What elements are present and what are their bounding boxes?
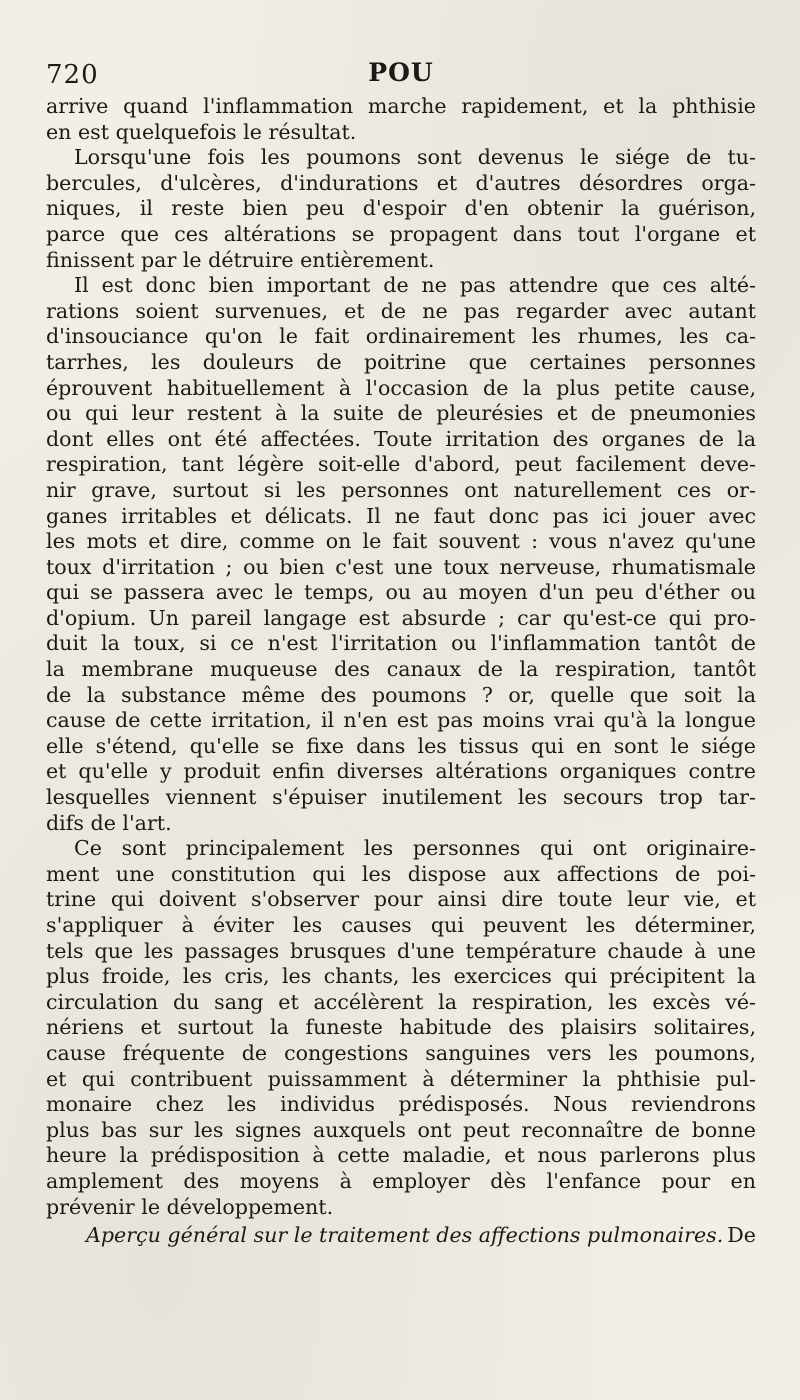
text-line: les mots et dire, comme on le fait souvent : vous n'avez qu'une bbox=[46, 529, 756, 554]
text-line: s'appliquer à éviter les causes qui peuvent les déterminer, bbox=[46, 913, 756, 937]
text-line: en est quelquefois le résultat. bbox=[46, 119, 357, 144]
text-line: lesquelles viennent s'épuiser inutilement les secours trop tar- bbox=[46, 785, 756, 810]
text-line: finissent par le détruire entièrement. bbox=[46, 247, 435, 272]
text-line: elle s'étend, qu'elle se fixe dans les tissus qui en sont le siége bbox=[46, 733, 756, 758]
paragraph bbox=[46, 145, 756, 273]
text-line: circulation du sang et accélèrent la respiration, les excès vé- bbox=[46, 989, 756, 1014]
text-line: heure la prédisposition à cette maladie, et nous parlerons plus bbox=[46, 1143, 756, 1168]
text-line: tels que les passages brusques d'une température chaude à une bbox=[46, 938, 756, 963]
text-line: Lorsqu'une fois les poumons sont devenus le siége de tu- bbox=[74, 145, 756, 170]
running-head: POU bbox=[368, 58, 434, 87]
text-line: cause fréquente de congestions sanguines vers les poumons, bbox=[46, 1040, 756, 1065]
text-line: cause de cette irritation, il n'en est pas moins vrai qu'à la longue bbox=[46, 708, 756, 733]
text-line: toux d'irritation ; ou bien c'est une toux nerveuse, rhumatismale bbox=[46, 554, 756, 579]
text-line: dont elles ont été affectées. Toute irritation des organes de la bbox=[46, 426, 756, 451]
text-line: d'opium. Un pareil langage est absurde ; car qu'est-ce qui pro- bbox=[46, 605, 756, 630]
text-line: qui se passera avec le temps, ou au moyen d'un peu d'éther ou bbox=[46, 580, 756, 605]
text-line: prévenir le développement. bbox=[46, 1194, 334, 1219]
text-line: éprouvent habituellement à l'occasion de la plus petite cause, bbox=[46, 375, 756, 400]
text-line: d'insouciance qu'on le fait ordinairement les rhumes, les ca- bbox=[46, 324, 756, 349]
page-body bbox=[46, 94, 756, 1248]
page-header bbox=[46, 54, 756, 92]
text-line: rations soient survenues, et de ne pas regarder avec autant bbox=[46, 298, 756, 323]
text-line: arrive quand l'inflammation marche rapidement, et la phthisie bbox=[46, 94, 756, 118]
text-line: ou qui leur restent à la suite de pleurésies et de pneumonies bbox=[46, 401, 756, 426]
section-title bbox=[46, 1222, 756, 1248]
page-number: 720 bbox=[46, 60, 99, 90]
text-line: amplement des moyens à employer dès l'enfance pour en bbox=[46, 1168, 756, 1193]
text-line: de la substance même des poumons ? or, quelle que soit la bbox=[46, 682, 756, 707]
text-line: bercules, d'ulcères, d'indurations et d'autres désordres orga- bbox=[46, 170, 756, 195]
paragraph bbox=[46, 273, 756, 836]
section-title-continuation: De bbox=[727, 1223, 756, 1248]
section-title-italic: Aperçu général sur le traitement des affections pulmonaires. bbox=[86, 1223, 724, 1248]
text-line: plus froide, les cris, les chants, les exercices qui précipitent la bbox=[46, 964, 756, 989]
text-line: difs de l'art. bbox=[46, 810, 172, 835]
text-line: nir grave, surtout si les personnes ont naturellement ces or- bbox=[46, 477, 756, 502]
paragraph bbox=[46, 94, 756, 145]
text-line: et qu'elle y produit enfin diverses altérations organiques contre bbox=[46, 759, 756, 784]
text-line: trine qui doivent s'observer pour ainsi dire toute leur vie, et bbox=[46, 887, 756, 912]
paragraph bbox=[46, 836, 756, 1220]
text-line: monaire chez les individus prédisposés. Nous reviendrons bbox=[46, 1092, 756, 1117]
text-line: duit la toux, si ce n'est l'irritation ou l'inflammation tantôt de bbox=[46, 631, 756, 656]
text-line: niques, il reste bien peu d'espoir d'en obtenir la guérison, bbox=[46, 196, 756, 221]
text-line: ganes irritables et délicats. Il ne faut donc pas ici jouer avec bbox=[46, 503, 756, 528]
text-line: ment une constitution qui les dispose aux affections de poi- bbox=[46, 861, 756, 886]
text-line: tarrhes, les douleurs de poitrine que certaines personnes bbox=[46, 349, 756, 374]
text-line: la membrane muqueuse des canaux de la respiration, tantôt bbox=[46, 657, 756, 682]
text-line: respiration, tant légère soit-elle d'abord, peut facilement deve- bbox=[46, 452, 756, 477]
text-line: parce que ces altérations se propagent dans tout l'organe et bbox=[46, 221, 756, 246]
text-line: Il est donc bien important de ne pas attendre que ces alté- bbox=[74, 273, 756, 298]
text-line: et qui contribuent puissamment à déterminer la phthisie pul- bbox=[46, 1066, 756, 1091]
text-line: plus bas sur les signes auxquels ont peut reconnaître de bonne bbox=[46, 1117, 756, 1142]
text-line: Ce sont principalement les personnes qui ont originaire- bbox=[74, 836, 756, 861]
text-line: nériens et surtout la funeste habitude des plaisirs solitaires, bbox=[46, 1015, 756, 1040]
